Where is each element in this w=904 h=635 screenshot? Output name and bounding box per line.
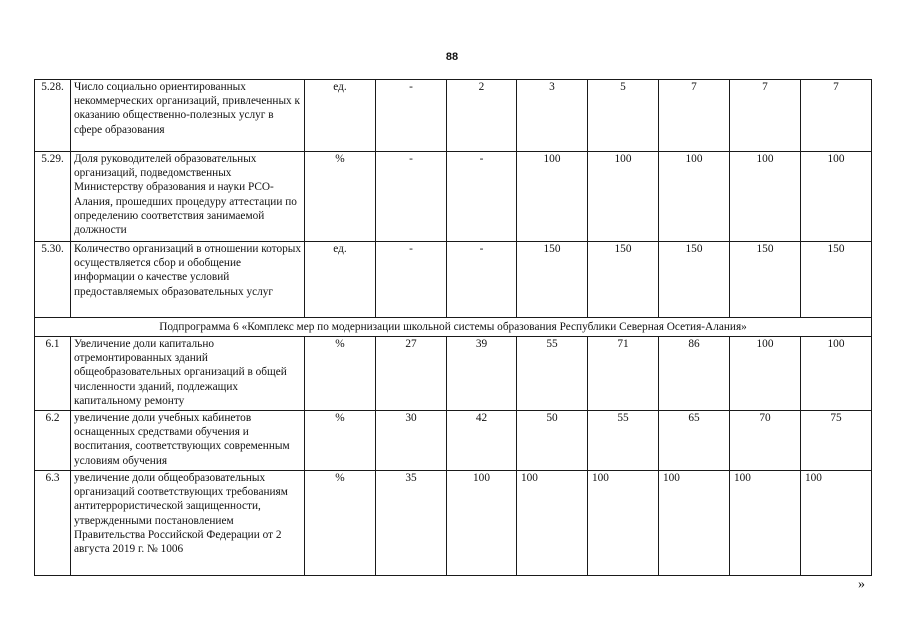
indicator-name: Число социально ориентированных некоммерческих организаций, привлеченных к оказанию общественно-полезных услуг в сфере образования (71, 80, 305, 152)
row-number: 6.2 (35, 411, 71, 471)
value-cell: 55 (517, 337, 588, 411)
value-cell: 100 (730, 337, 801, 411)
table-row (35, 471, 872, 576)
unit-cell: ед. (305, 242, 376, 318)
value-cell: 100 (801, 471, 872, 576)
table-row (35, 242, 872, 318)
value-cell: 150 (801, 242, 872, 318)
value-cell: 7 (730, 80, 801, 152)
value-cell: 100 (588, 152, 659, 242)
row-number: 5.29. (35, 152, 71, 242)
value-cell: - (447, 242, 517, 318)
indicators-table (34, 79, 872, 576)
value-cell: 100 (730, 471, 801, 576)
value-cell: 7 (801, 80, 872, 152)
value-cell: 35 (376, 471, 447, 576)
indicator-name: Увеличение доли капитально отремонтированных зданий общеобразовательных организаций в общей численности зданий, подлежащих капитальному ремонту (71, 337, 305, 411)
value-cell: 100 (588, 471, 659, 576)
page-number: 88 (445, 51, 459, 63)
unit-cell: % (305, 337, 376, 411)
value-cell: - (447, 152, 517, 242)
indicator-name: увеличение доли учебных кабинетов оснащенных средствами обучения и воспитания, соответствующих современным условиям обучения (71, 411, 305, 471)
value-cell: 100 (517, 152, 588, 242)
value-cell: 100 (801, 337, 872, 411)
unit-cell: % (305, 411, 376, 471)
value-cell: - (376, 152, 447, 242)
value-cell: 5 (588, 80, 659, 152)
value-cell: 70 (730, 411, 801, 471)
value-cell: 42 (447, 411, 517, 471)
value-cell: 2 (447, 80, 517, 152)
indicator-name: увеличение доли общеобразовательных организаций соответствующих требованиям антитеррористической защищенности, утвержденными постановлением Правительства Российской Федерации от 2 августа 2019 г. № 1006 (71, 471, 305, 576)
value-cell: 100 (517, 471, 588, 576)
value-cell: 100 (659, 471, 730, 576)
indicator-name: Количество организаций в отношении которых осуществляется сбор и обобщение информации о качестве условий предоставляемых образовательных услуг (71, 242, 305, 318)
value-cell: 55 (588, 411, 659, 471)
value-cell: 30 (376, 411, 447, 471)
value-cell: 86 (659, 337, 730, 411)
value-cell: - (376, 242, 447, 318)
value-cell: 3 (517, 80, 588, 152)
value-cell: 7 (659, 80, 730, 152)
table-row (35, 337, 872, 411)
subprogram-title: Подпрограмма 6 «Комплекс мер по модернизации школьной системы образования Республики Северная Осетия-Алания» (35, 318, 872, 337)
value-cell: 150 (588, 242, 659, 318)
subprogram-row (35, 318, 872, 337)
row-number: 5.30. (35, 242, 71, 318)
unit-cell: % (305, 152, 376, 242)
value-cell: 100 (730, 152, 801, 242)
value-cell: 100 (447, 471, 517, 576)
value-cell: 100 (801, 152, 872, 242)
value-cell: 27 (376, 337, 447, 411)
value-cell: 65 (659, 411, 730, 471)
table-row (35, 411, 872, 471)
closing-quote: » (858, 577, 865, 592)
unit-cell: ед. (305, 80, 376, 152)
row-number: 6.3 (35, 471, 71, 576)
value-cell: 150 (659, 242, 730, 318)
row-number: 6.1 (35, 337, 71, 411)
value-cell: 150 (517, 242, 588, 318)
value-cell: 50 (517, 411, 588, 471)
value-cell: 75 (801, 411, 872, 471)
table-row (35, 152, 872, 242)
row-number: 5.28. (35, 80, 71, 152)
value-cell: 100 (659, 152, 730, 242)
unit-cell: % (305, 471, 376, 576)
value-cell: 150 (730, 242, 801, 318)
value-cell: 71 (588, 337, 659, 411)
indicator-name: Доля руководителей образовательных организаций, подведомственных Министерству образования и науки РСО-Алания, прошедших процедуру аттестации по определению соответствия занимаемой должности (71, 152, 305, 242)
table-row (35, 80, 872, 152)
value-cell: 39 (447, 337, 517, 411)
value-cell: - (376, 80, 447, 152)
